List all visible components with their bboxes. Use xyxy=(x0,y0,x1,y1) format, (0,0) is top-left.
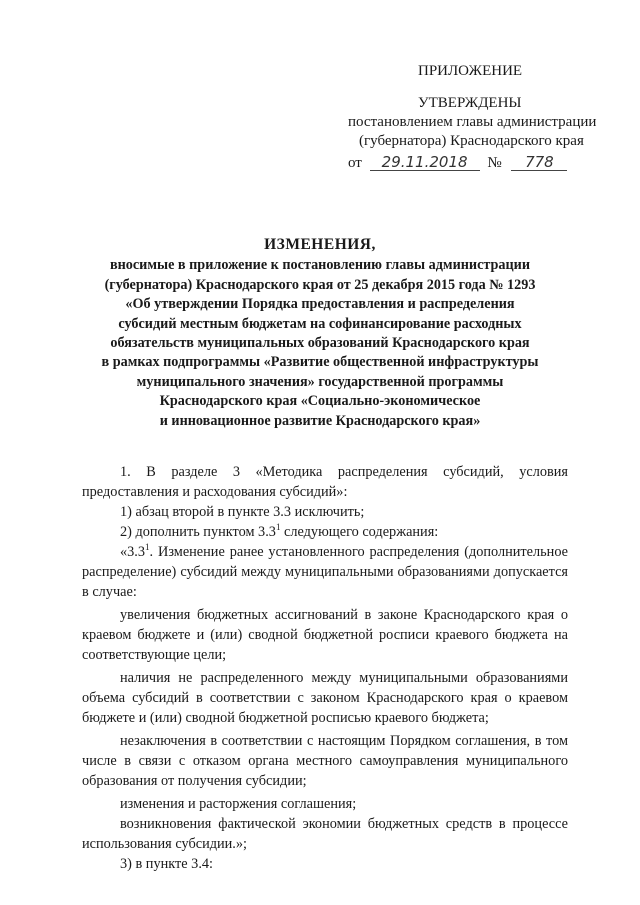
heading-line: муниципального значения» государственной программы xyxy=(136,373,504,390)
superscript: 1 xyxy=(145,542,150,553)
approval-line-2: (губернатора) Краснодарского края xyxy=(359,133,584,149)
paragraph-10: 3) в пункте 3.4: xyxy=(120,856,214,872)
paragraph-4 xyxy=(82,542,568,602)
approval-date-number-line xyxy=(348,154,567,173)
approved-label: УТВЕРЖДЕНЫ xyxy=(418,95,522,111)
approval-line-1: постановлением главы администрации xyxy=(348,114,597,130)
document-body xyxy=(82,462,568,874)
heading-title: ИЗМЕНЕНИЯ, xyxy=(264,236,376,253)
heading-line: субсидий местным бюджетам на софинансирование расходных xyxy=(118,315,522,332)
heading-line: и инновационное развитие Краснодарского края» xyxy=(159,412,481,429)
heading-line: (губернатора) Краснодарского края от 25 декабря 2015 года № 1293 xyxy=(104,276,536,293)
paragraph-4-text: «3.3 xyxy=(120,544,146,560)
paragraph-4-text-end: . Изменение ранее установленного распределения (дополнительное распределение) субсидий между муниципальными образованиями допускается в случае: xyxy=(82,544,568,600)
heading-line: в рамках подпрограммы «Развитие общественной инфраструктуры xyxy=(101,354,539,371)
number-label: № xyxy=(487,155,502,171)
paragraph-2: 1) абзац второй в пункте 3.3 исключить; xyxy=(120,504,365,520)
paragraph-3-text: 2) дополнить пунктом 3.3 xyxy=(120,524,276,540)
heading-line: Краснодарского края «Социально-экономическое xyxy=(159,393,481,410)
paragraph-9: возникновения фактической экономии бюджетных средств в процессе использования субсидии.»; xyxy=(82,816,568,852)
paragraph-3-text-end: следующего содержания: xyxy=(280,524,439,540)
handwritten-number: 778 xyxy=(511,154,567,171)
superscript: 1 xyxy=(275,522,281,533)
paragraph-8: изменения и расторжения соглашения; xyxy=(120,796,357,812)
paragraph-5: увеличения бюджетных ассигнований в законе Краснодарского края о краевом бюджете и (или) сводной бюджетной росписи краевого бюджета на соответствующие цели; xyxy=(82,607,568,663)
paragraph-3 xyxy=(82,522,568,542)
paragraph-1: 1. В разделе 3 «Методика распределения субсидий, условия предоставления и расходования субсидий»: xyxy=(82,464,568,500)
heading-line: вносимые в приложение к постановлению главы администрации xyxy=(109,257,531,274)
appendix-label: ПРИЛОЖЕНИЕ xyxy=(418,63,523,79)
heading-line: обязательств муниципальных образований Краснодарского края xyxy=(110,335,530,352)
handwritten-date: 29.11.2018 xyxy=(370,154,480,171)
from-label: от xyxy=(348,155,362,171)
paragraph-7: незаключения в соответствии с настоящим Порядком соглашения, в том числе в связи с отказом органа местного самоуправления муниципального образования от получения субсидии; xyxy=(82,733,568,789)
paragraph-6: наличия не распределенного между муниципальными образованиями объема субсидий в соответствии с законом Краснодарского края о краевом бюджете и (или) сводной бюджетной росписью краевого бюджета; xyxy=(82,670,568,726)
document-heading xyxy=(90,235,550,431)
heading-line: «Об утверждении Порядка предоставления и распределения xyxy=(125,296,515,313)
